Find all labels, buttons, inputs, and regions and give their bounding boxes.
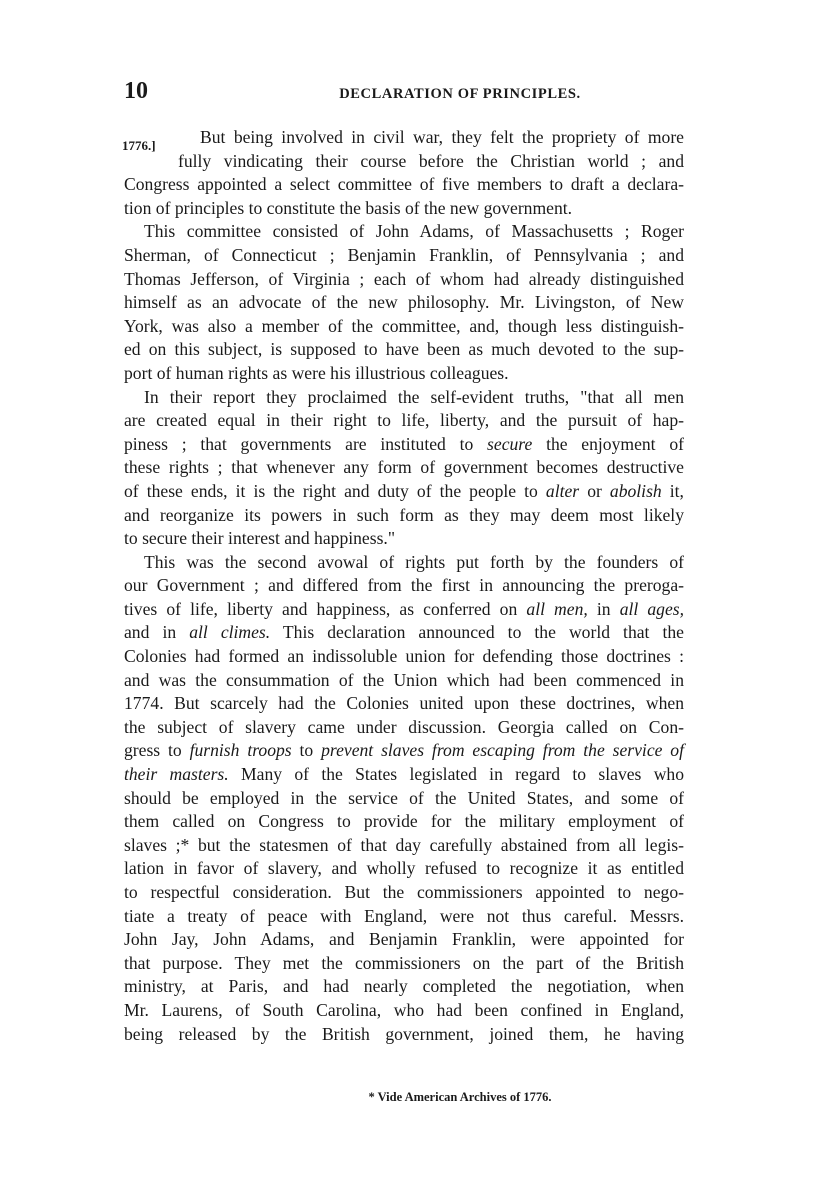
- text-line: In their report they proclaimed the self-evident truths, "that all men: [144, 386, 684, 407]
- text-fragment: and in: [124, 622, 177, 643]
- text-line: are created equal in their right to life, liberty, and the pursuit of hap-: [124, 410, 684, 431]
- italic-text: prevent slaves from escaping from the service of: [321, 740, 684, 761]
- text-line: [124, 480, 684, 504]
- text-line: ministry, at Paris, and had nearly completed the negotiation, when: [124, 976, 684, 997]
- text-line: and reorganize its powers in such form as they may deem most likely: [124, 504, 684, 525]
- text-fragment: tives of life, liberty and happiness, as conferred on: [124, 598, 518, 619]
- text-line: ed on this subject, is supposed to have been as much devoted to the sup-: [124, 339, 684, 360]
- text-line: This was the second avowal of rights put forth by the founders of: [144, 551, 684, 572]
- text-line: But being involved in civil war, they felt the propriety of more: [200, 127, 684, 147]
- body-text: [124, 126, 684, 1046]
- text-line: [124, 598, 684, 622]
- text-fragment: of these ends, it is the right and duty of the people to: [124, 480, 538, 501]
- text-fragment: or: [587, 480, 602, 501]
- italic-text: secure: [487, 433, 533, 454]
- italic-text: all ages,: [619, 598, 685, 619]
- text-line: tion of principles to constitute the basis of the new government.: [124, 197, 573, 218]
- text-line: [124, 621, 684, 645]
- text-line: himself as an advocate of the new philosophy. Mr. Livingston, of New: [124, 292, 684, 313]
- italic-text: their masters.: [124, 764, 229, 785]
- text-fragment: This declaration announced to the world that the: [282, 622, 684, 643]
- text-line: Sherman, of Connecticut ; Benjamin Franklin, of Pennsylvania ; and: [124, 244, 684, 265]
- text-fragment: in: [596, 598, 611, 619]
- text-line: This committee consisted of John Adams, of Massachusetts ; Roger: [144, 221, 684, 242]
- text-line: that purpose. They met the commissioners on the part of the British: [124, 952, 684, 973]
- text-line: tiate a treaty of peace with England, were not thus careful. Messrs.: [124, 905, 684, 926]
- text-fragment: piness ; that governments are instituted to: [124, 433, 474, 454]
- footnote: * Vide American Archives of 1776.: [368, 1090, 552, 1104]
- margin-year-note: 1776.]: [122, 138, 156, 153]
- text-line: Mr. Laurens, of South Carolina, who had been confined in England,: [124, 999, 684, 1020]
- text-line: to respectful consideration. But the commissioners appointed to nego-: [124, 882, 684, 902]
- text-line: Congress appointed a select committee of five members to draft a declara-: [124, 174, 684, 195]
- text-line: port of human rights as were his illustrious colleagues.: [124, 362, 509, 383]
- text-line: Thomas Jefferson, of Virginia ; each of whom had already distinguished: [124, 268, 684, 289]
- text-line: [124, 763, 684, 787]
- text-line: [124, 739, 684, 763]
- text-line: and was the consummation of the Union which had been commenced in: [124, 669, 684, 690]
- text-line: [124, 433, 684, 457]
- text-line: our Government ; and differed from the first in announcing the preroga-: [124, 575, 684, 596]
- text-line: to secure their interest and happiness.": [124, 528, 396, 549]
- text-line: fully vindicating their course before the Christian world ; and: [178, 150, 684, 171]
- italic-text: all climes.: [189, 622, 271, 643]
- text-fragment: gress to: [124, 740, 182, 761]
- text-line: them called on Congress to provide for the military employment of: [124, 811, 684, 832]
- text-line: York, was also a member of the committee, and, though less distinguish-: [124, 315, 684, 336]
- text-fragment: Many of the States legislated in regard to slaves who: [241, 764, 685, 785]
- italic-text: all men,: [526, 598, 588, 619]
- text-line: the subject of slavery came under discussion. Georgia called on Con-: [124, 716, 684, 737]
- italic-text: alter: [545, 480, 580, 501]
- text-line: should be employed in the service of the United States, and some of: [124, 787, 684, 808]
- text-line: slaves ;* but the statesmen of that day carefully abstained from all legis-: [124, 834, 684, 855]
- page-number: 10: [124, 78, 148, 104]
- italic-text: furnish troops: [189, 740, 292, 761]
- text-line: Colonies had formed an indissoluble union for defending those doctrines :: [124, 646, 684, 667]
- text-fragment: to: [299, 740, 314, 761]
- text-line: John Jay, John Adams, and Benjamin Franklin, were appointed for: [124, 929, 684, 950]
- text-fragment: the enjoyment of: [546, 433, 684, 454]
- italic-text: abolish: [609, 480, 662, 501]
- text-line: lation in favor of slavery, and wholly refused to recognize it as entitled: [124, 858, 684, 879]
- running-head: DECLARATION OF PRINCIPLES.: [339, 86, 581, 102]
- text-line: being released by the British government, joined them, he having: [124, 1023, 684, 1044]
- text-fragment: it,: [669, 480, 684, 501]
- text-line: 1774. But scarcely had the Colonies united upon these doctrines, when: [124, 693, 684, 714]
- text-line: these rights ; that whenever any form of government becomes destructive: [124, 457, 684, 478]
